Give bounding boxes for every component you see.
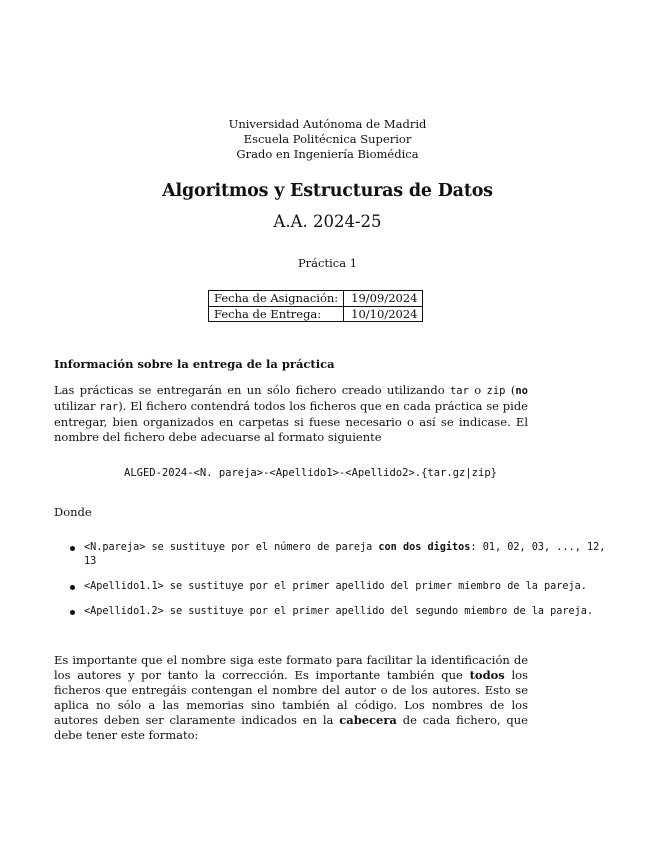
intro-utilizar: utilizar [54, 399, 100, 413]
assignment-date-row [209, 291, 423, 307]
bullet-icon [70, 546, 75, 551]
degree-name: Grado en Ingeniería Biomédica [236, 147, 419, 161]
list-item [70, 605, 610, 619]
bullet-text: <Apellido1.1> se sustituye por el primer apellido del primer miembro de la pareja. [84, 581, 587, 592]
bullet-list [70, 541, 610, 630]
academic-year: A.A. 2024-25 [273, 212, 382, 231]
closing-text-b: los ficheros que entregáis contengan el nombre del autor o de los autores. Esto se aplica no sólo a las memorias sino también al código. Los nombres de los autores deben ser claramente indicados en la [54, 668, 528, 727]
school-name: Escuela Politécnica Superior [243, 132, 412, 146]
list-item [70, 541, 610, 569]
tar-keyword: tar [449, 385, 469, 397]
intro-or: o [468, 383, 487, 397]
todos-emphasis: todos [469, 668, 505, 682]
filename-format: ALGED-2024-<N. pareja>-<Apellido1>-<Apellido2>.{tar.gz|zip} [124, 467, 497, 479]
dates-table [208, 290, 423, 322]
rar-keyword: rar [99, 401, 119, 413]
donde-label: Donde [54, 505, 92, 519]
assignment-date-label: Fecha de Asignación: [209, 291, 344, 307]
delivery-date-value: 10/10/2024 [344, 306, 423, 322]
university-name: Universidad Autónoma de Madrid [228, 117, 427, 131]
practice-label: Práctica 1 [297, 256, 358, 270]
section-heading: Información sobre la entrega de la práctica [54, 357, 335, 371]
closing-paragraph [54, 653, 528, 743]
intro-text-b: ). El fichero contendrá todos los ficheros que en cada práctica se pide entregar, bien organizados en carpetas si fuese necesario o así se indicase. El nombre del fichero debe adecuarse al formato siguiente [54, 399, 528, 444]
delivery-date-row [209, 306, 423, 322]
intro-text-a: Las prácticas se entregarán en un sólo fichero creado utilizando [54, 383, 450, 397]
bullet-text: <Apellido1.2> se sustituye por el primer apellido del segundo miembro de la pareja. [84, 606, 594, 617]
closing-text-a: Es importante que el nombre siga este formato para facilitar la identificación de los autores y por tanto la corrección. Es importante también que [54, 653, 528, 682]
intro-paragraph [54, 383, 528, 445]
bullet-text: <N.pareja> se sustituye por el número de pareja [84, 542, 379, 553]
bullet-bold-text: con dos digitos [378, 542, 471, 553]
intro-paren: ( [505, 383, 516, 397]
bullet-text-post: : 01, 02, 03, ..., 12, 13 [84, 542, 606, 567]
course-title: Algoritmos y Estructuras de Datos [162, 181, 493, 201]
institution-header [0, 117, 655, 162]
list-item [70, 580, 610, 594]
bullet-icon [70, 610, 75, 615]
zip-keyword: zip [486, 385, 506, 397]
cabecera-emphasis: cabecera [339, 713, 397, 727]
closing-text-c: de cada fichero, que debe tener este formato: [54, 713, 528, 742]
delivery-date-label: Fecha de Entrega: [214, 306, 322, 321]
assignment-date-value: 19/09/2024 [344, 291, 423, 307]
no-emphasis: no [515, 385, 528, 397]
bullet-icon [70, 585, 75, 590]
